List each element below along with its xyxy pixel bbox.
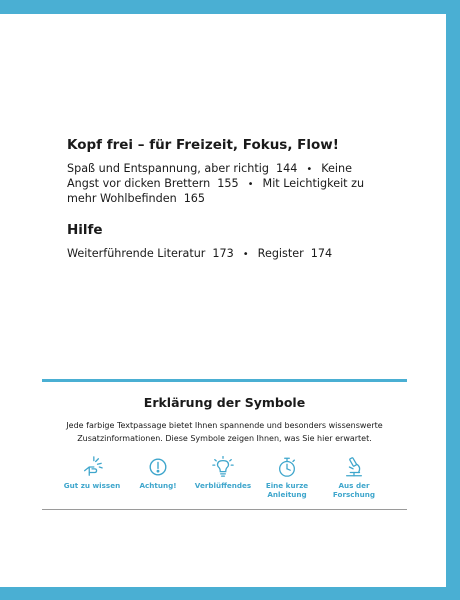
legend-title: Erklärung der Symbole bbox=[143, 395, 306, 410]
symbol-label: Eine kurze Anleitung bbox=[265, 481, 309, 499]
section-entries-hilfe bbox=[67, 247, 407, 262]
symbol-label: Aus der Forschung bbox=[332, 481, 376, 499]
lightbulb-icon bbox=[212, 456, 234, 478]
symbol-label: Achtung! bbox=[139, 481, 177, 490]
bullet-separator: • bbox=[242, 249, 249, 260]
bullet-separator: • bbox=[306, 164, 313, 175]
symbol-label: Verblüffendes bbox=[194, 481, 252, 490]
section-heading-hilfe: Hilfe bbox=[67, 222, 103, 238]
stopwatch-icon bbox=[276, 456, 298, 478]
exclamation-circle-icon bbox=[147, 456, 169, 478]
toc-entry-text: Mit Leichtigkeit zu mehr Wohlbefinden bbox=[67, 177, 365, 205]
book-page bbox=[0, 14, 446, 587]
legend-bottom-rule bbox=[42, 509, 407, 510]
section-entries-kopf-frei bbox=[67, 162, 367, 206]
toc-entry-page: 155 bbox=[217, 177, 239, 190]
hand-pointer-icon bbox=[81, 456, 103, 478]
legend-symbols bbox=[42, 456, 407, 506]
toc-entry-text: Spaß und Entspannung, aber richtig bbox=[67, 162, 269, 175]
toc-entry-page: 165 bbox=[183, 192, 206, 205]
toc-entry-text: Weiterführende Literatur bbox=[67, 247, 206, 260]
symbol-gut-zu-wissen bbox=[56, 456, 128, 490]
toc-entry-page: 144 bbox=[275, 162, 298, 175]
bullet-separator: • bbox=[247, 179, 254, 190]
toc-entry-text: Register bbox=[257, 247, 304, 260]
symbol-eine-kurze-anleitung bbox=[251, 456, 323, 499]
section-heading-kopf-frei: Kopf frei – für Freizeit, Fokus, Flow! bbox=[67, 137, 339, 153]
toc-entry-page: 174 bbox=[310, 247, 333, 260]
legend-description bbox=[62, 420, 387, 445]
toc-entry-page: 173 bbox=[212, 247, 234, 260]
symbol-achtung bbox=[122, 456, 194, 490]
symbol-verblueffendes bbox=[187, 456, 259, 490]
legend-top-rule bbox=[42, 379, 407, 382]
toc-entry-text: Keine Angst vor dicken Brettern bbox=[67, 162, 352, 190]
legend-description-line: Zusatzinformationen. Diese Symbole zeigen Ihnen, was Sie hier erwartet. bbox=[77, 433, 372, 443]
microscope-icon bbox=[343, 456, 365, 478]
symbol-label: Gut zu wissen bbox=[63, 481, 121, 490]
symbol-aus-der-forschung bbox=[318, 456, 390, 499]
legend-description-line: Jede farbige Textpassage bietet Ihnen spannende und besonders wissenswerte bbox=[66, 421, 383, 430]
